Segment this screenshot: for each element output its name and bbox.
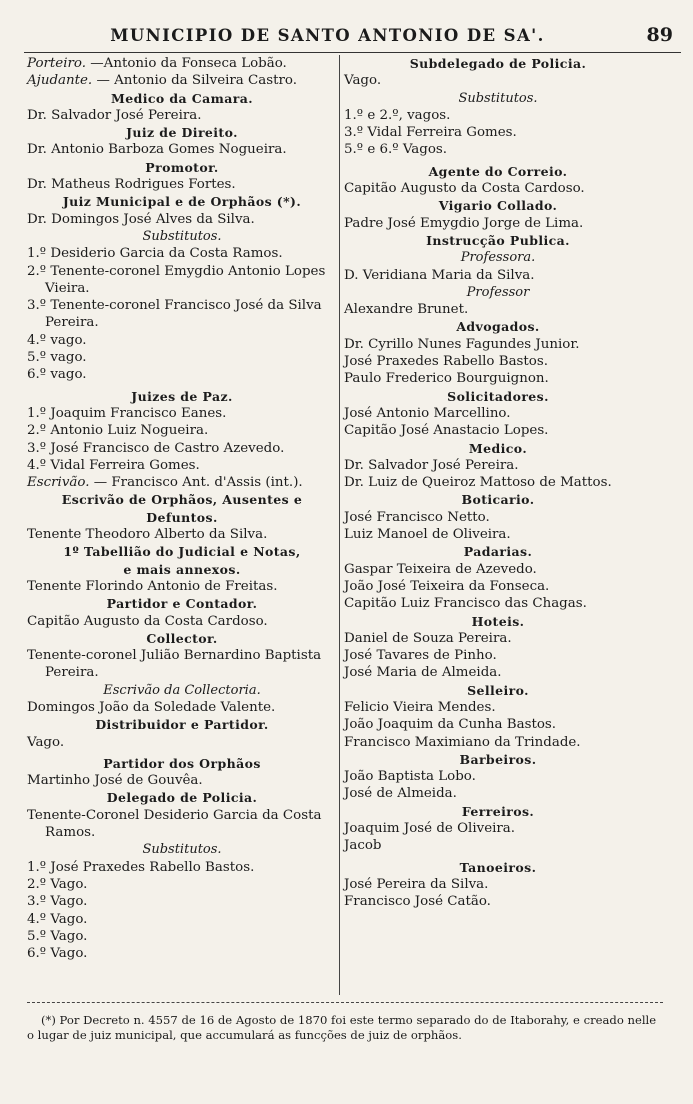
- list-item: Joaquim José de Oliveira.: [344, 821, 516, 837]
- list-item: João José Teixeira da Fonseca.: [344, 578, 550, 594]
- list-item: Paulo Frederico Bourguignon.: [344, 371, 549, 387]
- entry-collector: Tenente-coronel Julião Bernardino Baptista: [27, 648, 322, 664]
- entry-delegado: Tenente-Coronel Desiderio Garcia da Costa: [27, 807, 322, 823]
- entry-partidor-contador: Capitão Augusto da Costa Cardoso.: [27, 613, 268, 629]
- list-item: José Tavares de Pinho.: [344, 648, 497, 664]
- heading-instrucao: Instrucção Publica.: [426, 232, 570, 248]
- entry-professora: D. Veridiana Maria da Silva.: [344, 267, 535, 283]
- heading-advogados: Advogados.: [456, 319, 540, 335]
- subheading-escrivao-collectoria: Escrivão da Collectoria.: [103, 682, 261, 698]
- entry-porteiro: [27, 55, 337, 72]
- entry-promotor: Dr. Matheus Rodrigues Fortes.: [27, 177, 236, 193]
- entry-tabelliao: Tenente Florindo Antonio de Freitas.: [27, 578, 278, 594]
- list-item: 3.º Vidal Ferreira Gomes.: [344, 125, 517, 141]
- list-item: 5.º Vago.: [27, 928, 88, 944]
- subheading-substitutos: Substitutos.: [142, 842, 222, 858]
- heading-collector: Collector.: [146, 630, 218, 646]
- heading-partidor-contador: Partidor e Contador.: [106, 596, 258, 612]
- heading-hoteis: Hoteis.: [471, 613, 525, 629]
- list-item: 6.º vago.: [27, 367, 87, 383]
- page-number: 89: [646, 24, 673, 46]
- heading-ferreiros: Ferreiros.: [461, 803, 535, 819]
- list-item: Francisco José Catão.: [344, 894, 491, 910]
- list-item: 4.º Vidal Ferreira Gomes.: [27, 457, 200, 473]
- list-item: 3.º Vago.: [27, 894, 88, 910]
- list-item: 5.º e 6.º Vagos.: [344, 142, 448, 158]
- heading-escrivao-orphaos-cont: Defuntos.: [146, 509, 218, 525]
- list-item: Francisco Maximiano da Trindade.: [344, 734, 581, 750]
- list-item: 3.º Tenente-coronel Francisco José da Silva: [27, 298, 322, 314]
- list-item: 3.º José Francisco de Castro Azevedo.: [27, 440, 285, 456]
- escrivao-name: — Francisco Ant. d'Assis (int.).: [93, 475, 303, 491]
- list-item: Luiz Manoel de Oliveira.: [344, 527, 511, 543]
- entry-subdelegado: Vago.: [344, 73, 382, 89]
- list-item: 2.º Tenente-coronel Emygdio Antonio Lopes: [27, 263, 326, 279]
- porteiro-name: —Antonio da Fonseca Lobão.: [90, 56, 287, 71]
- entry-juiz-direito: Dr. Antonio Barboza Gomes Nogueira.: [27, 142, 287, 158]
- footnote: (*) Por Decreto n. 4557 de 16 de Agosto de 1870 foi este termo separado do de Itaborahy, e creado nelle o lugar de juiz municipal, que accumulará as funcções de juiz de orphãos.: [27, 1002, 663, 1043]
- list-item: José de Almeida.: [344, 786, 457, 802]
- heading-escrivao-orphaos: Escrivão de Orphãos, Ausentes e: [61, 492, 303, 508]
- heading-tanoeiros: Tanoeiros.: [459, 859, 537, 875]
- list-item: 2.º Antonio Luiz Nogueira.: [27, 423, 209, 439]
- list-item: José Francisco Netto.: [344, 509, 490, 525]
- page-title: MUNICIPIO DE SANTO ANTONIO DE SA'.: [110, 26, 545, 45]
- list-item: 4.º Vago.: [27, 911, 88, 927]
- list-item: Dr. Luiz de Queiroz Mattoso de Mattos.: [344, 475, 612, 491]
- heading-promotor: Promotor.: [145, 159, 219, 175]
- entry-medico-camara: Dr. Salvador José Pereira.: [27, 107, 202, 123]
- heading-delegado: Delegado de Policia.: [106, 790, 258, 806]
- right-column: [344, 55, 652, 995]
- entry-ajudante: [27, 72, 337, 89]
- entry-collector-continuation: Pereira.: [45, 665, 99, 681]
- entry-escrivao-orphaos: Tenente Theodoro Alberto da Silva.: [27, 527, 268, 543]
- entry-distribuidor: Vago.: [27, 734, 65, 750]
- list-item: José Praxedes Rabello Bastos.: [344, 354, 548, 370]
- heading-agente-correio: Agente do Correio.: [428, 163, 568, 179]
- list-item: Jacob: [344, 838, 382, 854]
- list-item: 1.º Joaquim Francisco Eanes.: [27, 405, 227, 421]
- porteiro-label: Porteiro.: [27, 56, 87, 71]
- list-item-continuation: Pereira.: [45, 315, 99, 331]
- list-item: João Joaquim da Cunha Bastos.: [344, 717, 557, 733]
- entry-partidor-orphaos: Martinho José de Gouvêa.: [27, 773, 203, 789]
- heading-padarias: Padarias.: [463, 544, 533, 560]
- entry-escrivao: [27, 474, 337, 491]
- list-item: 6.º Vago.: [27, 946, 88, 962]
- list-item: Gaspar Teixeira de Azevedo.: [344, 561, 537, 577]
- page-header: [24, 22, 681, 53]
- heading-selleiro: Selleiro.: [467, 682, 529, 698]
- list-item: João Baptista Lobo.: [344, 769, 476, 785]
- entry-vigario: Padre José Emygdio Jorge de Lima.: [344, 215, 584, 231]
- left-column: [27, 55, 337, 995]
- escrivao-label: Escrivão.: [27, 475, 90, 491]
- heading-juizes-paz: Juizes de Paz.: [131, 388, 233, 404]
- list-item: Capitão José Anastacio Lopes.: [344, 423, 549, 439]
- heading-subdelegado: Subdelegado de Policia.: [409, 56, 587, 71]
- entry-agente-correio: Capitão Augusto da Costa Cardoso.: [344, 181, 585, 197]
- list-item: 1.º José Praxedes Rabello Bastos.: [27, 859, 255, 875]
- list-item: 4.º vago.: [27, 332, 87, 348]
- heading-barbeiros: Barbeiros.: [459, 751, 537, 767]
- list-item: Dr. Cyrillo Nunes Fagundes Junior.: [344, 336, 580, 352]
- heading-tabelliao: 1º Tabellião do Judicial e Notas,: [63, 544, 301, 560]
- list-item: 2.º Vago.: [27, 876, 88, 892]
- subheading-substitutos: Substitutos.: [142, 228, 222, 244]
- entry-juiz-municipal: Dr. Domingos José Alves da Silva.: [27, 211, 255, 227]
- heading-tabelliao-cont: e mais annexos.: [123, 561, 241, 577]
- list-item: 1.º Desiderio Garcia da Costa Ramos.: [27, 246, 283, 262]
- heading-vigario: Vigario Collado.: [438, 198, 558, 214]
- heading-juiz-direito: Juiz de Direito.: [126, 125, 238, 141]
- list-item-continuation: Vieira.: [45, 280, 90, 296]
- list-item: 5.º vago.: [27, 350, 87, 366]
- heading-juiz-municipal: Juiz Municipal e de Orphãos (*).: [62, 194, 302, 210]
- list-item: José Antonio Marcellino.: [344, 405, 511, 421]
- list-item: Daniel de Souza Pereira.: [344, 630, 512, 646]
- column-divider: [339, 55, 340, 995]
- list-item: José Pereira da Silva.: [344, 876, 489, 892]
- entry-delegado-continuation: Ramos.: [45, 825, 96, 841]
- subheading-professor: Professor: [466, 284, 530, 300]
- ajudante-label: Ajudante.: [27, 73, 93, 89]
- heading-partidor-orphaos: Partidor dos Orphãos: [103, 755, 261, 771]
- list-item: Felicio Vieira Mendes.: [344, 699, 496, 715]
- list-item: Capitão Luiz Francisco das Chagas.: [344, 596, 587, 612]
- subheading-substitutos: Substitutos.: [458, 90, 538, 106]
- subheading-professora: Professora.: [460, 250, 536, 266]
- heading-medico: Medico.: [468, 440, 528, 456]
- ajudante-name: — Antonio da Silveira Castro.: [96, 73, 298, 89]
- heading-distribuidor: Distribuidor e Partidor.: [95, 717, 269, 733]
- heading-solicitadores: Solicitadores.: [447, 388, 549, 404]
- heading-medico-camara: Medico da Camara.: [111, 90, 253, 106]
- heading-boticario: Boticario.: [461, 492, 535, 508]
- entry-escrivao-collectoria: Domingos João da Soledade Valente.: [27, 699, 276, 715]
- list-item: José Maria de Almeida.: [344, 665, 502, 681]
- list-item: Dr. Salvador José Pereira.: [344, 457, 519, 473]
- list-item: 1.º e 2.º, vagos.: [344, 107, 451, 123]
- entry-professor: Alexandre Brunet.: [344, 302, 469, 318]
